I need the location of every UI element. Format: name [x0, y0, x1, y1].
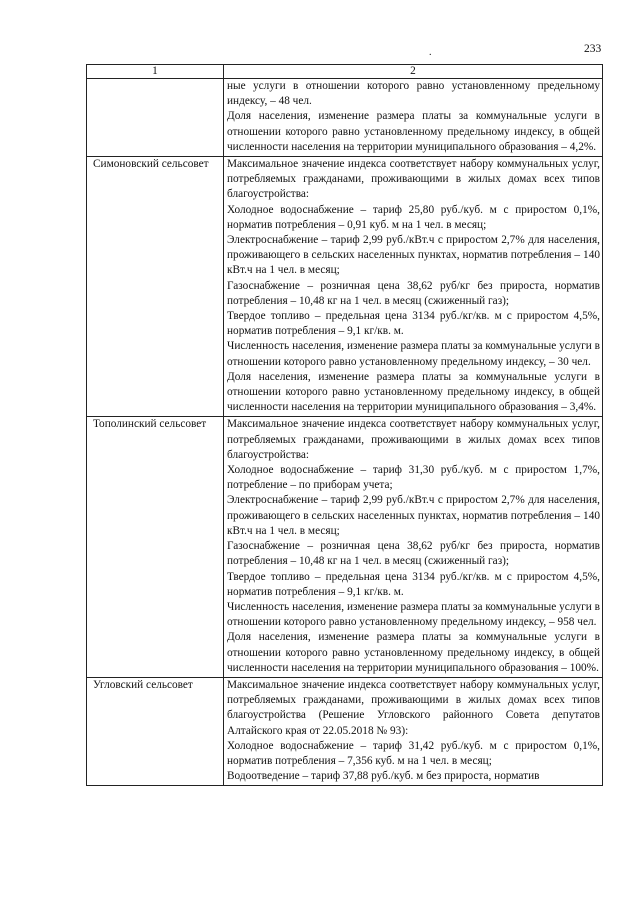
column-header-2: 2 — [224, 65, 603, 79]
municipality-name-cell — [87, 157, 224, 417]
paragraph: Твердое топливо – предельная цена 3134 руб./кг/кв. м с приростом 4,5%, норматив потребления – 9,1 кг/кв. м. — [227, 570, 600, 598]
column-header-1: 1 — [87, 65, 224, 79]
paragraph: Электроснабжение – тариф 2,99 руб./кВт.ч с приростом 2,7% для населения, проживающего в сельских населенных пунктах, норматив потребления – 140 кВт.ч на 1 чел. в месяц; — [227, 494, 600, 537]
paragraph: Холодное водоснабжение – тариф 31,30 руб./куб. м с приростом 1,7%, потребление – по приборам учета; — [227, 464, 600, 492]
municipality-name: Симоновский сельсовет — [93, 158, 209, 171]
table-row-simonovsky — [87, 157, 603, 417]
description-cell — [224, 157, 603, 417]
description-cell — [224, 417, 603, 677]
page-number: 233 — [584, 43, 602, 55]
paragraph: Максимальное значение индекса соответствует набору коммунальных услуг, потребляемых гражданами, проживающими в жилых домах всех типов благоустройства (Решение Угловского районного Совета депутатов Алтайского края от 22.05.2018 № 93): — [227, 678, 600, 737]
table-header-row — [87, 65, 603, 79]
paragraph: Численность населения, изменение размера платы за коммунальные услуги в отношении которого равно установленному предельному индексу, – 30 чел. — [227, 340, 600, 368]
paragraph: Доля населения, изменение размера платы за коммунальные услуги в отношении которого равно установленному предельному индексу, в общей численности населения на территории муниципального образования – 100%. — [227, 631, 600, 674]
municipality-name: Тополинский сельсовет — [93, 418, 207, 431]
description-cell — [224, 79, 603, 157]
paragraph: Холодное водоснабжение – тариф 31,42 руб./куб. м с приростом 0,1%, норматив потребления – 7,356 куб. м на 1 чел. в месяц; — [227, 739, 600, 767]
paragraph: ные услуги в отношении которого равно установленному предельному индексу, – 48 чел. — [227, 80, 600, 108]
municipality-name: Угловский сельсовет — [93, 678, 193, 691]
paragraph: Твердое топливо – предельная цена 3134 руб./кг/кв. м с приростом 4,5%, норматив потребления – 9,1 кг/кв. м. — [227, 310, 600, 338]
paragraph: Доля населения, изменение размера платы за коммунальные услуги в отношении которого равно установленному предельному индексу, в общей численности населения на территории муниципального образования – 4,2%. — [227, 110, 600, 153]
municipality-name-cell — [87, 79, 224, 157]
paragraph: Доля населения, изменение размера платы за коммунальные услуги в отношении которого равно установленному предельному индексу, в общей численности населения на территории муниципального образования – 3,4%. — [227, 370, 600, 414]
paragraph: Электроснабжение – тариф 2,99 руб./кВт.ч с приростом 2,7% для населения, проживающего в сельских населенных пунктах, норматив потребления – 140 кВт.ч на 1 чел. в месяц; — [227, 234, 600, 277]
description-cell — [224, 677, 603, 785]
header-mark: . — [429, 47, 432, 58]
paragraph: Максимальное значение индекса соответствует набору коммунальных услуг, потребляемых гражданами, проживающими в жилых домах всех типов благоустройства: — [227, 158, 600, 201]
municipality-name-cell — [87, 417, 224, 677]
paragraph: Холодное водоснабжение – тариф 25,80 руб./куб. м с приростом 0,1%, норматив потребления – 0,91 куб. м на 1 чел. в месяц; — [227, 203, 600, 231]
paragraph: Газоснабжение – розничная цена 38,62 руб/кг без прироста, норматив потребления – 10,48 кг на 1 чел. в месяц (сжиженный газ); — [227, 540, 600, 568]
table-row-continuation — [87, 79, 603, 157]
paragraph: Газоснабжение – розничная цена 38,62 руб/кг без прироста, норматив потребления – 10,48 кг на 1 чел. в месяц (сжиженный газ); — [227, 279, 600, 307]
paragraph: Водоотведение – тариф 37,88 руб./куб. м без прироста, норматив — [227, 770, 540, 783]
table-row-topolinsky — [87, 417, 603, 677]
paragraph: Максимальное значение индекса соответствует набору коммунальных услуг, потребляемых гражданами, проживающими в жилых домах всех типов благоустройства: — [227, 418, 600, 461]
municipality-tariff-table — [86, 64, 603, 786]
table-row-uglovsky — [87, 677, 603, 785]
paragraph: Численность населения, изменение размера платы за коммунальные услуги в отношении которого равно установленному предельному индексу, – 958 чел. — [227, 600, 600, 629]
municipality-name-cell — [87, 677, 224, 785]
